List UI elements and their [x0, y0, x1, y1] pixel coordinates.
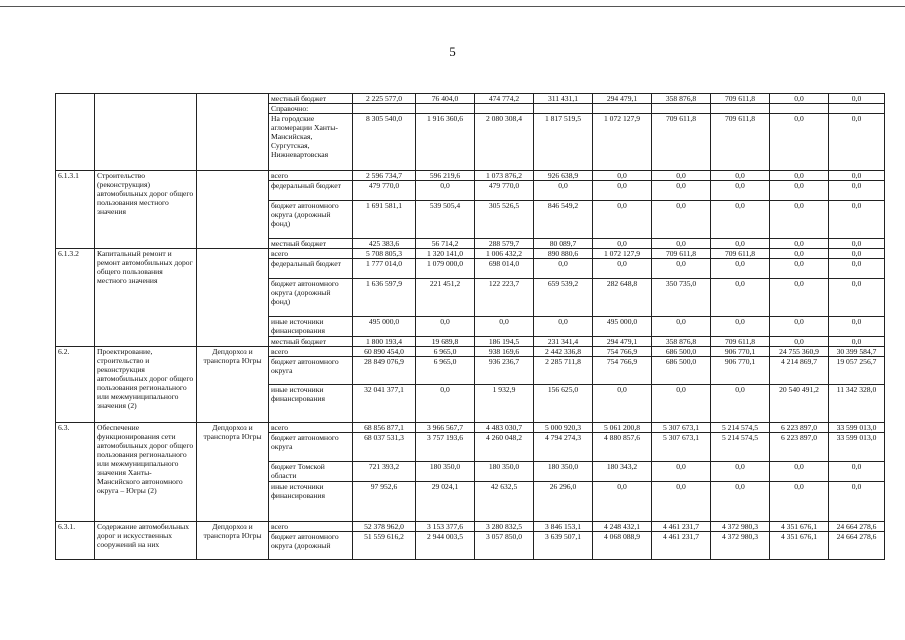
- value-cell: 0,0: [416, 181, 475, 201]
- value-cell: 0,0: [711, 462, 770, 482]
- value-cell: 282 648,8: [593, 279, 652, 317]
- source-cell: иные источники финансирования: [269, 317, 353, 337]
- budget-table: [55, 93, 885, 560]
- value-cell: 1 777 014,0: [353, 259, 416, 279]
- value-cell: 846 549,2: [534, 201, 593, 239]
- value-cell: 76 404,0: [416, 94, 475, 104]
- value-cell: 24 664 278,6: [829, 522, 885, 532]
- value-cell: 709 611,8: [711, 94, 770, 104]
- value-cell: 6 965,0: [416, 347, 475, 357]
- item-code: 6.1.3.1: [56, 171, 95, 249]
- value-cell: 539 505,4: [416, 201, 475, 239]
- value-cell: 479 770,0: [353, 181, 416, 201]
- value-cell: 4 461 231,7: [652, 522, 711, 532]
- value-cell: 180 350,0: [534, 462, 593, 482]
- value-cell: 0,0: [829, 201, 885, 239]
- value-cell: 2 442 336,8: [534, 347, 593, 357]
- value-cell: 0,0: [770, 317, 829, 337]
- value-cell: 51 559 616,2: [353, 532, 416, 560]
- scan-top-line: [0, 6, 905, 7]
- source-cell: местный бюджет: [269, 94, 353, 104]
- value-cell: 0,0: [711, 201, 770, 239]
- value-cell: 26 296,0: [534, 482, 593, 522]
- value-cell: 358 876,8: [652, 337, 711, 347]
- value-cell: 0,0: [770, 171, 829, 181]
- value-cell: [475, 104, 534, 114]
- value-cell: [416, 104, 475, 114]
- value-cell: 2 285 711,8: [534, 357, 593, 385]
- value-cell: 596 219,6: [416, 171, 475, 181]
- value-cell: 305 526,5: [475, 201, 534, 239]
- value-cell: 358 876,8: [652, 94, 711, 104]
- value-cell: 4 351 676,1: [770, 522, 829, 532]
- item-name: Проектирование, строительство и реконструкция автомобильных дорог общего пользования регионального или межмуниципального значения (2): [95, 347, 197, 423]
- item-code: 6.3.1.: [56, 522, 95, 560]
- value-cell: 0,0: [711, 482, 770, 522]
- value-cell: [353, 104, 416, 114]
- value-cell: 0,0: [593, 171, 652, 181]
- value-cell: 0,0: [534, 317, 593, 337]
- value-cell: 5 307 673,1: [652, 423, 711, 433]
- value-cell: 60 890 454,0: [353, 347, 416, 357]
- value-cell: 0,0: [770, 181, 829, 201]
- value-cell: 0,0: [770, 201, 829, 239]
- source-cell: всего: [269, 347, 353, 357]
- value-cell: 30 399 584,7: [829, 347, 885, 357]
- value-cell: 0,0: [416, 317, 475, 337]
- value-cell: 180 350,0: [416, 462, 475, 482]
- value-cell: 4 248 432,1: [593, 522, 652, 532]
- value-cell: [711, 104, 770, 114]
- value-cell: 0,0: [711, 239, 770, 249]
- value-cell: 906 770,1: [711, 347, 770, 357]
- value-cell: 2 944 003,5: [416, 532, 475, 560]
- source-cell: всего: [269, 423, 353, 433]
- value-cell: [829, 104, 885, 114]
- item-code: 6.2.: [56, 347, 95, 423]
- value-cell: 0,0: [770, 259, 829, 279]
- value-cell: 495 000,0: [353, 317, 416, 337]
- value-cell: 5 214 574,5: [711, 423, 770, 433]
- source-cell: бюджет автономного округа (дорожный фонд): [269, 201, 353, 239]
- value-cell: 4 351 676,1: [770, 532, 829, 560]
- value-cell: 19 689,8: [416, 337, 475, 347]
- value-cell: 1 800 193,4: [353, 337, 416, 347]
- value-cell: 3 280 832,5: [475, 522, 534, 532]
- value-cell: 97 952,6: [353, 482, 416, 522]
- value-cell: 0,0: [829, 239, 885, 249]
- value-cell: 2 596 734,7: [353, 171, 416, 181]
- value-cell: 122 223,7: [475, 279, 534, 317]
- value-cell: 68 856 877,1: [353, 423, 416, 433]
- value-cell: 0,0: [829, 279, 885, 317]
- value-cell: 0,0: [770, 279, 829, 317]
- responsible-cell: Депдорхоз и транспорта Югры: [197, 522, 269, 560]
- value-cell: 0,0: [652, 317, 711, 337]
- value-cell: 0,0: [652, 181, 711, 201]
- value-cell: 709 611,8: [652, 249, 711, 259]
- value-cell: 180 343,2: [593, 462, 652, 482]
- source-cell: бюджет автономного округа (дорожный: [269, 532, 353, 560]
- value-cell: 1 691 581,1: [353, 201, 416, 239]
- value-cell: 294 479,1: [593, 94, 652, 104]
- value-cell: 29 024,1: [416, 482, 475, 522]
- value-cell: 0,0: [829, 181, 885, 201]
- value-cell: 0,0: [711, 171, 770, 181]
- value-cell: 68 037 531,3: [353, 433, 416, 462]
- value-cell: 709 611,8: [711, 337, 770, 347]
- value-cell: 5 000 920,3: [534, 423, 593, 433]
- responsible-cell: [197, 171, 269, 249]
- value-cell: 288 579,7: [475, 239, 534, 249]
- value-cell: 28 849 076,9: [353, 357, 416, 385]
- value-cell: 0,0: [534, 259, 593, 279]
- value-cell: 42 632,5: [475, 482, 534, 522]
- value-cell: 0,0: [652, 482, 711, 522]
- source-cell: бюджет автономного округа (дорожный фонд): [269, 279, 353, 317]
- value-cell: 1 817 519,5: [534, 114, 593, 171]
- value-cell: 0,0: [770, 462, 829, 482]
- value-cell: 0,0: [593, 385, 652, 423]
- value-cell: 0,0: [593, 482, 652, 522]
- value-cell: 0,0: [593, 239, 652, 249]
- value-cell: 0,0: [593, 181, 652, 201]
- value-cell: 890 880,6: [534, 249, 593, 259]
- value-cell: 0,0: [711, 317, 770, 337]
- item-code: 6.3.: [56, 423, 95, 522]
- value-cell: 4 214 869,7: [770, 357, 829, 385]
- value-cell: 936 236,7: [475, 357, 534, 385]
- value-cell: 0,0: [593, 201, 652, 239]
- value-cell: 80 089,7: [534, 239, 593, 249]
- value-cell: 52 378 962,0: [353, 522, 416, 532]
- value-cell: 19 057 256,7: [829, 357, 885, 385]
- value-cell: 0,0: [829, 259, 885, 279]
- value-cell: 221 451,2: [416, 279, 475, 317]
- source-cell: бюджет автономного округа: [269, 357, 353, 385]
- value-cell: 2 225 577,0: [353, 94, 416, 104]
- value-cell: 0,0: [770, 249, 829, 259]
- item-name: Капитальный ремонт и ремонт автомобильных дорог общего пользования местного значения: [95, 249, 197, 347]
- value-cell: 754 766,9: [593, 357, 652, 385]
- value-cell: 1 072 127,9: [593, 114, 652, 171]
- value-cell: 0,0: [652, 259, 711, 279]
- page-number: 5: [449, 44, 456, 59]
- value-cell: 311 431,1: [534, 94, 593, 104]
- value-cell: 3 846 153,1: [534, 522, 593, 532]
- value-cell: 0,0: [770, 337, 829, 347]
- source-cell: иные источники финансирования: [269, 482, 353, 522]
- value-cell: 906 770,1: [711, 357, 770, 385]
- value-cell: 6 223 897,0: [770, 423, 829, 433]
- value-cell: 1 079 000,0: [416, 259, 475, 279]
- value-cell: 0,0: [770, 94, 829, 104]
- value-cell: [770, 104, 829, 114]
- source-cell: местный бюджет: [269, 239, 353, 249]
- value-cell: 4 260 048,2: [475, 433, 534, 462]
- value-cell: 20 540 491,2: [770, 385, 829, 423]
- value-cell: 0,0: [652, 171, 711, 181]
- responsible-cell: Депдорхоз и транспорта Югры: [197, 423, 269, 522]
- value-cell: 709 611,8: [711, 249, 770, 259]
- value-cell: 4 880 857,6: [593, 433, 652, 462]
- value-cell: 0,0: [829, 337, 885, 347]
- value-cell: 6 223 897,0: [770, 433, 829, 462]
- source-cell: бюджет автономного округа: [269, 433, 353, 462]
- value-cell: 721 393,2: [353, 462, 416, 482]
- value-cell: 56 714,2: [416, 239, 475, 249]
- value-cell: 0,0: [770, 482, 829, 522]
- value-cell: 698 014,0: [475, 259, 534, 279]
- value-cell: [652, 104, 711, 114]
- value-cell: 0,0: [770, 114, 829, 171]
- value-cell: 186 194,5: [475, 337, 534, 347]
- source-cell: федеральный бюджет: [269, 181, 353, 201]
- value-cell: 1 072 127,9: [593, 249, 652, 259]
- value-cell: 0,0: [711, 181, 770, 201]
- source-cell: местный бюджет: [269, 337, 353, 347]
- value-cell: 33 599 013,0: [829, 433, 885, 462]
- value-cell: 156 625,0: [534, 385, 593, 423]
- value-cell: 4 461 231,7: [652, 532, 711, 560]
- value-cell: 1 916 360,6: [416, 114, 475, 171]
- responsible-cell: Депдорхоз и транспорта Югры: [197, 347, 269, 423]
- value-cell: 3 057 850,0: [475, 532, 534, 560]
- item-name: Строительство (реконструкция) автомобильных дорог общего пользования местного значения: [95, 171, 197, 249]
- value-cell: 0,0: [829, 462, 885, 482]
- value-cell: 350 735,0: [652, 279, 711, 317]
- value-cell: 180 350,0: [475, 462, 534, 482]
- value-cell: 0,0: [711, 259, 770, 279]
- value-cell: 938 169,6: [475, 347, 534, 357]
- value-cell: 0,0: [829, 94, 885, 104]
- value-cell: 3 639 507,1: [534, 532, 593, 560]
- value-cell: 4 372 980,3: [711, 532, 770, 560]
- value-cell: 709 611,8: [652, 114, 711, 171]
- item-code: 6.1.3.2: [56, 249, 95, 347]
- value-cell: 659 539,2: [534, 279, 593, 317]
- value-cell: 0,0: [829, 482, 885, 522]
- value-cell: 0,0: [711, 385, 770, 423]
- value-cell: 479 770,0: [475, 181, 534, 201]
- value-cell: 231 341,4: [534, 337, 593, 347]
- value-cell: 0,0: [711, 279, 770, 317]
- value-cell: 1 320 141,0: [416, 249, 475, 259]
- value-cell: 3 153 377,6: [416, 522, 475, 532]
- source-cell: всего: [269, 249, 353, 259]
- responsible-cell: [197, 249, 269, 347]
- value-cell: 0,0: [652, 239, 711, 249]
- value-cell: 0,0: [829, 171, 885, 181]
- value-cell: 4 794 274,3: [534, 433, 593, 462]
- value-cell: [534, 104, 593, 114]
- value-cell: 425 383,6: [353, 239, 416, 249]
- source-cell: федеральный бюджет: [269, 259, 353, 279]
- value-cell: 0,0: [416, 385, 475, 423]
- value-cell: 495 000,0: [593, 317, 652, 337]
- value-cell: 1 073 876,2: [475, 171, 534, 181]
- value-cell: 0,0: [829, 317, 885, 337]
- source-cell: На городские агломерации Ханты-Мансийская, Сургутская, Нижневартовская: [269, 114, 353, 171]
- value-cell: 4 483 030,7: [475, 423, 534, 433]
- item-name: Обеспечение функционирования сети автомобильных дорог общего пользования регионального или межмуниципального значения Ханты-Мансийского автономного округа – Югры (2): [95, 423, 197, 522]
- value-cell: 926 638,9: [534, 171, 593, 181]
- value-cell: 8 305 540,0: [353, 114, 416, 171]
- value-cell: 5 708 805,3: [353, 249, 416, 259]
- value-cell: 0,0: [652, 462, 711, 482]
- source-cell: всего: [269, 171, 353, 181]
- value-cell: 11 342 328,0: [829, 385, 885, 423]
- value-cell: 24 664 278,6: [829, 532, 885, 560]
- value-cell: 0,0: [829, 249, 885, 259]
- value-cell: 709 611,8: [711, 114, 770, 171]
- value-cell: 4 068 088,9: [593, 532, 652, 560]
- source-cell: Справочно:: [269, 104, 353, 114]
- value-cell: 5 307 673,1: [652, 433, 711, 462]
- value-cell: 686 500,0: [652, 357, 711, 385]
- source-cell: всего: [269, 522, 353, 532]
- value-cell: 32 041 377,1: [353, 385, 416, 423]
- item-name: Содержание автомобильных дорог и искусственных сооружений на них: [95, 522, 197, 560]
- value-cell: 754 766,9: [593, 347, 652, 357]
- value-cell: 5 061 200,8: [593, 423, 652, 433]
- value-cell: 33 599 013,0: [829, 423, 885, 433]
- value-cell: 0,0: [652, 201, 711, 239]
- value-cell: 6 965,0: [416, 357, 475, 385]
- value-cell: 294 479,1: [593, 337, 652, 347]
- value-cell: 0,0: [534, 181, 593, 201]
- value-cell: 5 214 574,5: [711, 433, 770, 462]
- value-cell: 1 006 432,2: [475, 249, 534, 259]
- value-cell: [593, 104, 652, 114]
- source-cell: бюджет Томской области: [269, 462, 353, 482]
- value-cell: 4 372 980,3: [711, 522, 770, 532]
- value-cell: 2 080 308,4: [475, 114, 534, 171]
- value-cell: 24 755 360,9: [770, 347, 829, 357]
- value-cell: 0,0: [593, 259, 652, 279]
- value-cell: 686 500,0: [652, 347, 711, 357]
- value-cell: 0,0: [829, 114, 885, 171]
- source-cell: иные источники финансирования: [269, 385, 353, 423]
- value-cell: 1 636 597,9: [353, 279, 416, 317]
- value-cell: 474 774,2: [475, 94, 534, 104]
- value-cell: 0,0: [770, 239, 829, 249]
- value-cell: 0,0: [475, 317, 534, 337]
- value-cell: 3 757 193,6: [416, 433, 475, 462]
- value-cell: 0,0: [652, 385, 711, 423]
- value-cell: 1 932,9: [475, 385, 534, 423]
- value-cell: 3 966 567,7: [416, 423, 475, 433]
